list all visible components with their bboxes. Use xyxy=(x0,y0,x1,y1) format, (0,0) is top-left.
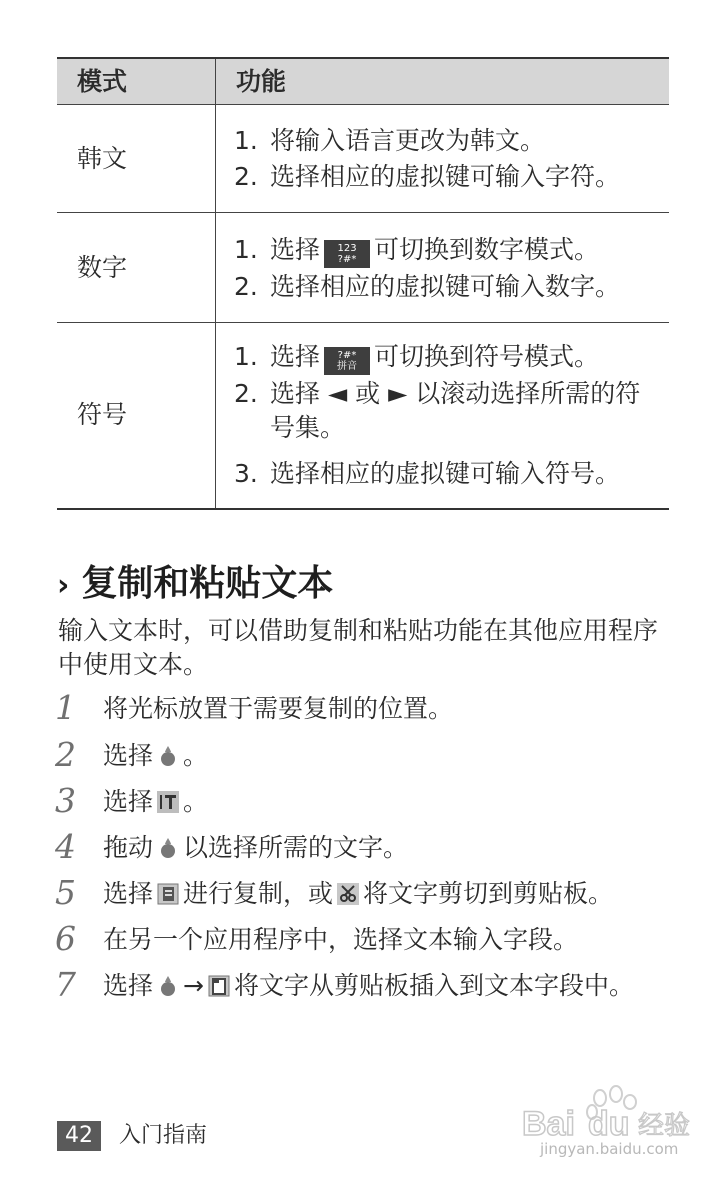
list-item: 4 拖动 以选择所需的文字。 xyxy=(55,827,409,866)
list-item: 7 选择 → 将文字从剪贴板插入到文本字段中。 xyxy=(55,965,634,1004)
svg-text:经验: 经验 xyxy=(638,1111,691,1141)
watermark-url: jingyan.baidu.com xyxy=(540,1140,679,1158)
copy-paste-steps xyxy=(55,688,675,1015)
symbol-key-icon: ?#* 拼音 xyxy=(324,347,370,375)
list-item: 3 选择 。 xyxy=(55,781,209,820)
list-item: 1 将光标放置于需要复制的位置。 xyxy=(55,688,454,727)
svg-text:du: du xyxy=(588,1105,630,1143)
step-item: 2. 选择相应的虚拟键可输入数字。 xyxy=(234,271,621,301)
select-text-icon xyxy=(157,791,179,813)
chevron-right-icon: › xyxy=(57,568,70,603)
step-item: 2. 选择相应的虚拟键可输入字符。 xyxy=(234,162,621,191)
table-row xyxy=(57,323,669,509)
page-number: 42 xyxy=(57,1121,101,1151)
mode-cell: 符号 xyxy=(57,323,216,509)
step-item: 3. 选择相应的虚拟键可输入符号。 xyxy=(234,459,621,489)
page-section-label: 入门指南 xyxy=(119,1123,208,1148)
copy-icon xyxy=(157,883,179,905)
paste-icon xyxy=(208,975,230,997)
header-mode: 模式 xyxy=(57,58,216,105)
table-row xyxy=(57,105,669,213)
mode-cell: 韩文 xyxy=(57,105,216,213)
cursor-handle-icon xyxy=(157,975,179,997)
table-row xyxy=(57,213,669,323)
cut-icon xyxy=(337,883,359,905)
table-header-row xyxy=(57,58,669,105)
cursor-handle-icon xyxy=(157,745,179,767)
step-item: 1. 选择 123 ?#* 可切换到数字模式。 xyxy=(234,233,663,268)
list-item: 6 在另一个应用程序中，选择文本输入字段。 xyxy=(55,919,579,958)
function-cell xyxy=(216,105,670,213)
header-function: 功能 xyxy=(216,58,670,105)
svg-text:Bai: Bai xyxy=(522,1105,575,1143)
function-cell xyxy=(216,323,670,509)
number-key-icon: 123 ?#* xyxy=(324,240,370,268)
list-item: 5 选择 进行复制，或 将文字剪切到剪贴板。 xyxy=(55,873,614,912)
step-item: 1. 将输入语言更改为韩文。 xyxy=(234,126,546,155)
step-item: 2. 选择 ◄ 或 ► 以滚动选择所需的符号集。 xyxy=(234,379,641,443)
function-cell xyxy=(216,213,670,323)
cursor-handle-icon xyxy=(157,837,179,859)
section-title: › 复制和粘贴文本 xyxy=(57,563,334,604)
section-intro: 输入文本时，可以借助复制和粘贴功能在其他应用程序中使用文本。 xyxy=(58,616,659,679)
list-item: 2 选择 。 xyxy=(55,735,209,774)
mode-cell: 数字 xyxy=(57,213,216,323)
input-mode-table xyxy=(57,57,669,510)
step-item: 1. 选择 ?#* 拼音 可切换到符号模式。 xyxy=(234,340,663,375)
